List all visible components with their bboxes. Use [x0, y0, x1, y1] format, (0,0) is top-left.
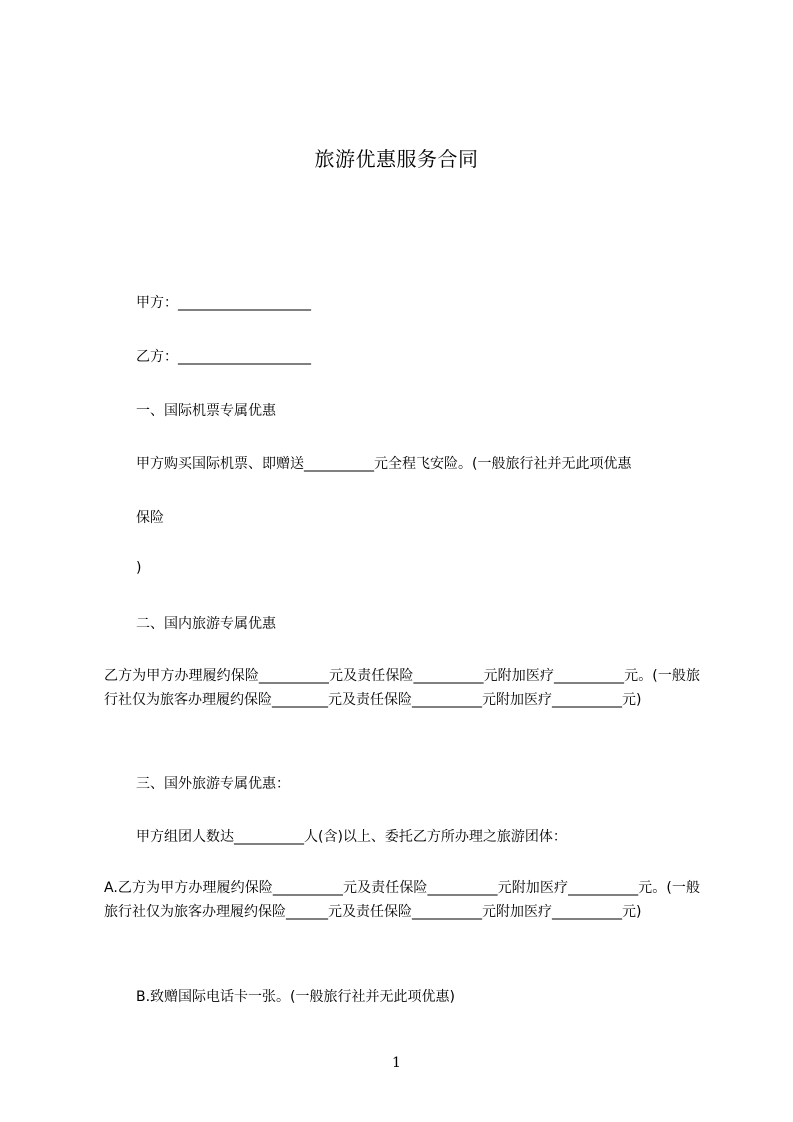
- section-3-item-a: A.乙方为甲方办理履约保险__________元及责任保险__________元附加医疗__________元。(一般旅行社仅为旅客办理履约保险______元及责任保险__________元附加医疗__________元): [104, 880, 700, 920]
- section-1-text-line-1: 甲方购买国际机票、即赠送__________元全程飞安险。(一般旅行社并无此项优惠: [136, 456, 632, 472]
- section-3-heading: 三、国外旅游专属优惠：: [136, 776, 290, 792]
- section-3-intro: 甲方组团人数达__________人(含)以上、委托乙方所办理之旅游团体：: [136, 829, 567, 845]
- party-a-line: 甲方：___________________: [136, 295, 311, 311]
- document-title: 旅游优惠服务合同: [314, 147, 479, 171]
- page-number: 1: [392, 1055, 401, 1071]
- section-2-paragraph: 乙方为甲方办理履约保险__________元及责任保险__________元附加医疗__________元。(一般旅行社仅为旅客办理履约保险________元及责任保险__________元附加医疗__________元): [104, 668, 700, 708]
- section-1-text-line-2: 保险: [136, 510, 164, 526]
- party-b-line: 乙方：___________________: [136, 349, 311, 365]
- section-1-heading: 一、国际机票专属优惠: [136, 403, 276, 419]
- section-1-text-line-3: ): [136, 560, 142, 576]
- section-3-item-b: B.致赠国际电话卡一张。(一般旅行社并无此项优惠): [136, 989, 455, 1005]
- section-2-heading: 二、国内旅游专属优惠: [136, 616, 276, 632]
